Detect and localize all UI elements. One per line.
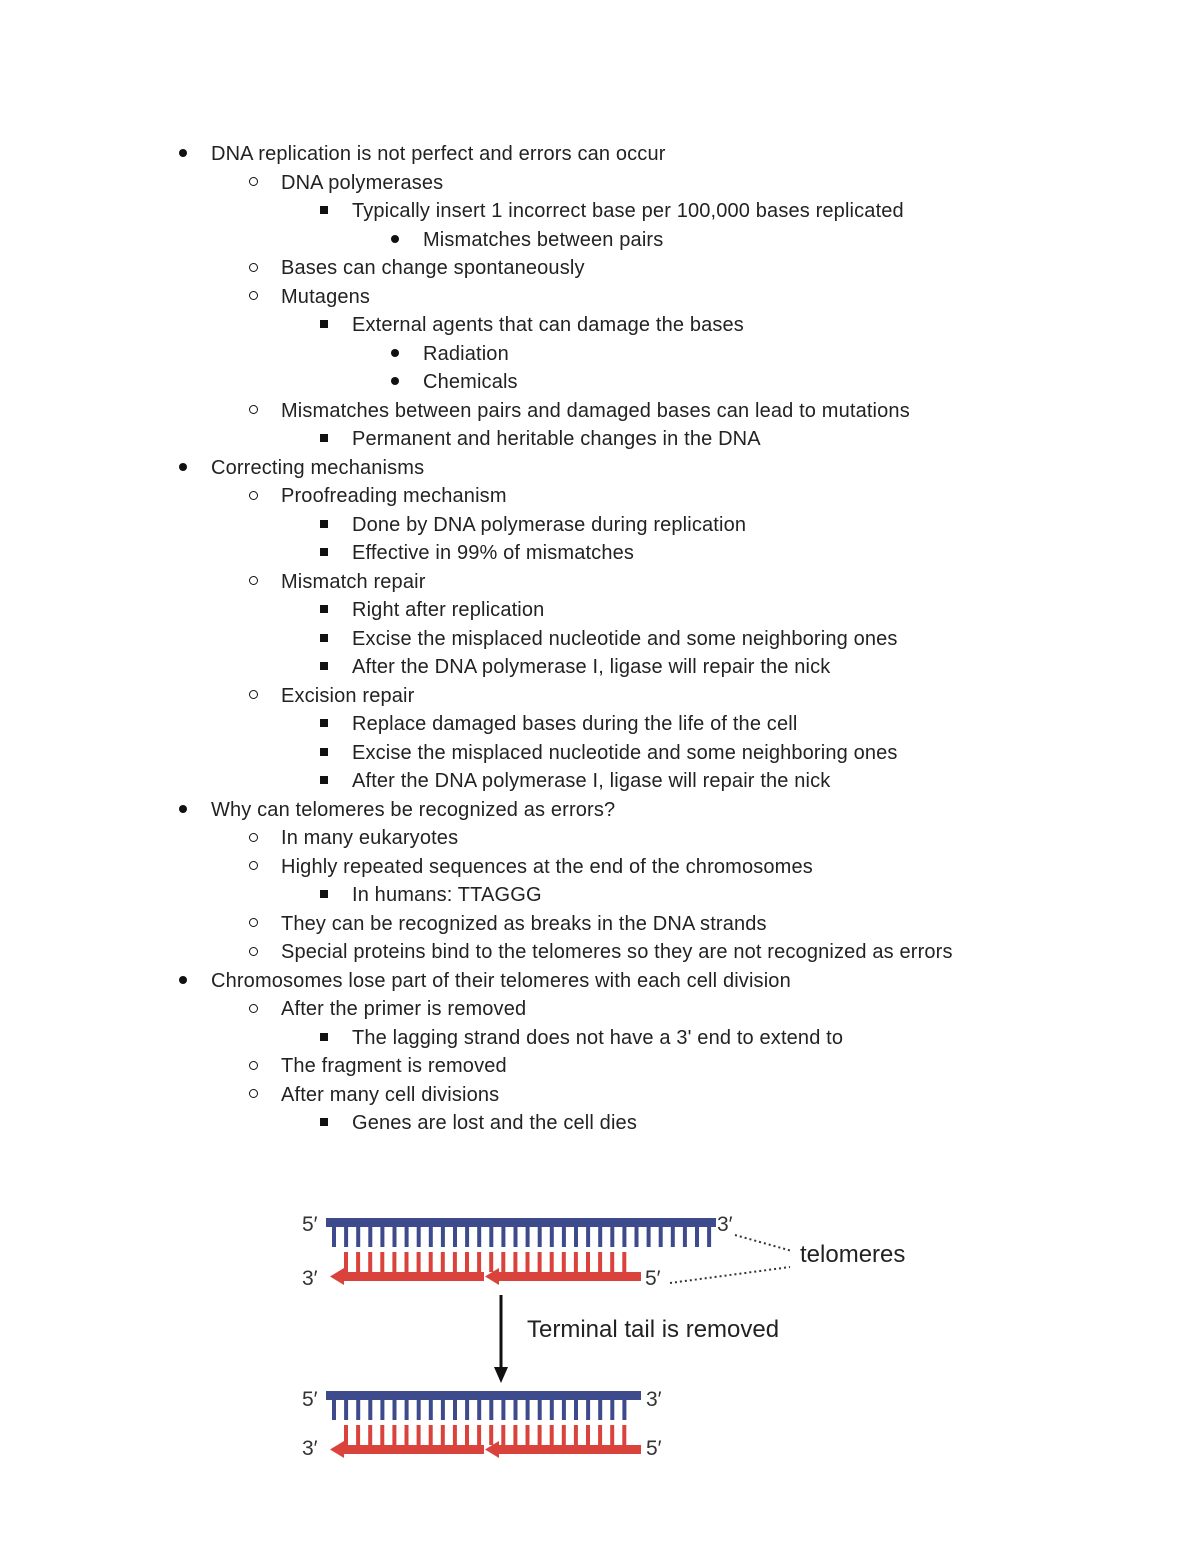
bottom-strand-base bbox=[380, 1252, 384, 1272]
label-top-3prime-lower: 3′ bbox=[302, 1267, 318, 1290]
top-strand-base bbox=[477, 1400, 481, 1420]
bottom-strand-base bbox=[586, 1425, 590, 1445]
top-strand-base bbox=[707, 1227, 711, 1247]
bottom-strand-base bbox=[538, 1425, 542, 1445]
bottom-strand-base bbox=[526, 1425, 530, 1445]
outline-item-level-1: Why can telomeres be recognized as errors? bbox=[211, 798, 616, 821]
bullet-marker bbox=[241, 285, 265, 309]
top-strand-base bbox=[489, 1400, 493, 1420]
bottom-strand-base bbox=[562, 1252, 566, 1272]
outline-item-level-3: After the DNA polymerase I, ligase will repair the nick bbox=[352, 656, 831, 678]
telomere-diagram bbox=[280, 1195, 960, 1485]
top-strand-base bbox=[598, 1227, 602, 1247]
outline-item-level-2: Mutagens bbox=[281, 285, 371, 308]
bullet-marker bbox=[171, 456, 195, 480]
top-strand-base bbox=[501, 1227, 505, 1247]
top-strand-base bbox=[610, 1400, 614, 1420]
top-strand-base bbox=[635, 1227, 639, 1247]
dna-after bbox=[326, 1391, 641, 1458]
bullet-marker bbox=[383, 228, 407, 252]
bullet-marker bbox=[241, 684, 265, 708]
bottom-strand-base bbox=[417, 1252, 421, 1272]
top-strand-base bbox=[417, 1227, 421, 1247]
bullet-marker bbox=[171, 798, 195, 822]
bullet-marker bbox=[312, 883, 336, 907]
top-strand-base bbox=[574, 1227, 578, 1247]
bottom-strand-base bbox=[441, 1252, 445, 1272]
top-strand-base bbox=[344, 1400, 348, 1420]
outline-item-level-3: Effective in 99% of mismatches bbox=[352, 542, 635, 564]
outline-item-level-2: The fragment is removed bbox=[281, 1055, 507, 1077]
bottom-strand-base bbox=[453, 1425, 457, 1445]
top-strand-base bbox=[695, 1227, 699, 1247]
outline-item-level-3: Genes are lost and the cell dies bbox=[352, 1112, 637, 1134]
top-strand-base bbox=[514, 1400, 518, 1420]
bottom-strand-base bbox=[622, 1425, 626, 1445]
outline-item-level-4: Radiation bbox=[423, 342, 509, 365]
top-strand-base bbox=[465, 1227, 469, 1247]
top-strand-base bbox=[526, 1227, 530, 1247]
outline-item-level-2: Excision repair bbox=[281, 684, 415, 707]
bottom-strand-base bbox=[405, 1252, 409, 1272]
outline-item-level-3: Excise the misplaced nucleotide and some neighboring ones bbox=[352, 741, 898, 764]
top-strand-base bbox=[429, 1227, 433, 1247]
bottom-strand-base bbox=[477, 1425, 481, 1445]
top-strand-base bbox=[429, 1400, 433, 1420]
outline-item-level-3: Permanent and heritable changes in the DNA bbox=[352, 428, 761, 450]
bottom-strand-base bbox=[489, 1252, 493, 1272]
outline-item-level-1: DNA replication is not perfect and errors can occur bbox=[211, 143, 666, 165]
top-strand-backbone bbox=[326, 1391, 641, 1400]
bottom-strand-base bbox=[538, 1252, 542, 1272]
top-strand-base bbox=[453, 1227, 457, 1247]
top-strand-base bbox=[489, 1227, 493, 1247]
bullet-marker bbox=[312, 627, 336, 651]
bullet-marker bbox=[171, 142, 195, 166]
top-strand-base bbox=[368, 1227, 372, 1247]
outline-item-level-2: DNA polymerases bbox=[281, 171, 444, 194]
label-top-5prime-upper: 5′ bbox=[302, 1213, 318, 1236]
outline-item-level-2: Proofreading mechanism bbox=[281, 485, 507, 507]
top-strand-base bbox=[344, 1227, 348, 1247]
bullet-marker bbox=[312, 1111, 336, 1135]
bottom-strand-base bbox=[610, 1252, 614, 1272]
top-strand-base bbox=[610, 1227, 614, 1247]
fragment-1-backbone bbox=[342, 1445, 484, 1454]
bullet-marker bbox=[312, 541, 336, 565]
bottom-strand-base bbox=[489, 1425, 493, 1445]
bullet-marker bbox=[383, 342, 407, 366]
bottom-strand-base bbox=[368, 1252, 372, 1272]
bottom-strand-base bbox=[610, 1425, 614, 1445]
bottom-strand-base bbox=[441, 1425, 445, 1445]
process-arrow-head bbox=[494, 1367, 508, 1383]
top-strand-base bbox=[586, 1227, 590, 1247]
bottom-strand-base bbox=[550, 1252, 554, 1272]
top-strand-base bbox=[622, 1400, 626, 1420]
top-strand-base bbox=[405, 1400, 409, 1420]
outline-item-level-2: After many cell divisions bbox=[281, 1083, 500, 1106]
top-strand-base bbox=[550, 1227, 554, 1247]
label-bottom-5prime-lower: 5′ bbox=[646, 1437, 662, 1460]
top-strand-base bbox=[380, 1227, 384, 1247]
bottom-strand-base bbox=[465, 1425, 469, 1445]
top-strand-base bbox=[538, 1400, 542, 1420]
top-strand-base bbox=[453, 1400, 457, 1420]
top-strand-base bbox=[465, 1400, 469, 1420]
outline-item-level-2: Mismatch repair bbox=[281, 570, 426, 593]
bullet-marker bbox=[241, 826, 265, 850]
bottom-strand-base bbox=[356, 1425, 360, 1445]
bullet-marker bbox=[241, 855, 265, 879]
bullet-marker bbox=[312, 313, 336, 337]
outline-item-level-3: In humans: TTAGGG bbox=[352, 884, 542, 906]
bullet-marker bbox=[241, 171, 265, 195]
bullet-marker bbox=[241, 256, 265, 280]
outline-item-level-2: Mismatches between pairs and damaged bases can lead to mutations bbox=[281, 399, 910, 422]
bullet-marker bbox=[312, 741, 336, 765]
top-strand-base bbox=[393, 1400, 397, 1420]
telomere-pointer-lower bbox=[670, 1267, 790, 1283]
outline-item-level-3: External agents that can damage the bases bbox=[352, 314, 744, 336]
bullet-marker bbox=[241, 940, 265, 964]
fragment-1-arrowhead bbox=[330, 1441, 344, 1458]
outline-item-level-3: Right after replication bbox=[352, 599, 545, 621]
bottom-strand-base bbox=[344, 1425, 348, 1445]
top-strand-base bbox=[356, 1227, 360, 1247]
top-strand-base bbox=[405, 1227, 409, 1247]
bottom-strand-base bbox=[513, 1252, 517, 1272]
outline-item-level-2: In many eukaryotes bbox=[281, 827, 459, 849]
bullet-marker bbox=[241, 1083, 265, 1107]
label-bottom-3prime-lower: 3′ bbox=[302, 1437, 318, 1460]
bottom-strand-base bbox=[405, 1425, 409, 1445]
telomere-pointer-upper bbox=[735, 1235, 792, 1251]
bottom-strand-base bbox=[598, 1425, 602, 1445]
fragment-2-backbone bbox=[496, 1445, 641, 1454]
top-strand-backbone bbox=[326, 1218, 716, 1227]
bottom-strand-base bbox=[465, 1252, 469, 1272]
bullet-marker bbox=[312, 655, 336, 679]
top-strand-base bbox=[526, 1400, 530, 1420]
bullet-marker bbox=[312, 769, 336, 793]
top-strand-base bbox=[659, 1227, 663, 1247]
outline-item-level-1: Correcting mechanisms bbox=[211, 456, 425, 479]
label-top-5prime-lower: 5′ bbox=[645, 1267, 661, 1290]
bottom-strand-base bbox=[392, 1425, 396, 1445]
bottom-strand-base bbox=[526, 1252, 530, 1272]
bullet-marker bbox=[171, 969, 195, 993]
bottom-strand-base bbox=[429, 1252, 433, 1272]
top-strand-base bbox=[562, 1227, 566, 1247]
bullet-marker bbox=[241, 1054, 265, 1078]
fragment-1-backbone bbox=[342, 1272, 484, 1281]
top-strand-base bbox=[441, 1400, 445, 1420]
bullet-marker bbox=[312, 712, 336, 736]
outline-item-level-4: Chemicals bbox=[423, 371, 518, 393]
bottom-strand-base bbox=[622, 1252, 626, 1272]
outline-item-level-2: After the primer is removed bbox=[281, 998, 527, 1020]
step-label: Terminal tail is removed bbox=[527, 1316, 780, 1343]
top-strand-base bbox=[501, 1400, 505, 1420]
top-strand-base bbox=[550, 1400, 554, 1420]
outline-item-level-3: Excise the misplaced nucleotide and some neighboring ones bbox=[352, 627, 898, 650]
bottom-strand-base bbox=[417, 1425, 421, 1445]
top-strand-base bbox=[586, 1400, 590, 1420]
bullet-marker bbox=[312, 598, 336, 622]
bottom-strand-base bbox=[562, 1425, 566, 1445]
top-strand-base bbox=[671, 1227, 675, 1247]
top-strand-base bbox=[514, 1227, 518, 1247]
outline-item-level-2: Bases can change spontaneously bbox=[281, 257, 585, 279]
top-strand-base bbox=[538, 1227, 542, 1247]
outline-item-level-3: Typically insert 1 incorrect base per 100,000 bases replicated bbox=[352, 200, 904, 222]
top-strand-base bbox=[647, 1227, 651, 1247]
bottom-strand-base bbox=[380, 1425, 384, 1445]
top-strand-base bbox=[332, 1400, 336, 1420]
bottom-strand-base bbox=[598, 1252, 602, 1272]
bottom-strand-base bbox=[368, 1425, 372, 1445]
outline-item-level-2: Special proteins bind to the telomeres so they are not recognized as errors bbox=[281, 941, 953, 963]
top-strand-base bbox=[562, 1400, 566, 1420]
top-strand-base bbox=[356, 1400, 360, 1420]
outline-item-level-3: Replace damaged bases during the life of the cell bbox=[352, 713, 798, 735]
top-strand-base bbox=[683, 1227, 687, 1247]
bottom-strand-base bbox=[453, 1252, 457, 1272]
outline-item-level-2: Highly repeated sequences at the end of the chromosomes bbox=[281, 855, 813, 878]
label-bottom-3prime-upper: 3′ bbox=[646, 1388, 662, 1411]
bullet-marker bbox=[312, 427, 336, 451]
bottom-strand-base bbox=[356, 1252, 360, 1272]
bottom-strand-base bbox=[501, 1252, 505, 1272]
bottom-strand-base bbox=[344, 1252, 348, 1272]
bottom-strand-base bbox=[429, 1425, 433, 1445]
fragment-1-arrowhead bbox=[330, 1268, 344, 1285]
top-strand-base bbox=[598, 1400, 602, 1420]
top-strand-base bbox=[393, 1227, 397, 1247]
bottom-strand-base bbox=[513, 1425, 517, 1445]
telomeres-label: telomeres bbox=[800, 1241, 906, 1268]
bullet-marker bbox=[241, 484, 265, 508]
outline-item-level-3: The lagging strand does not have a 3' end to extend to bbox=[352, 1026, 844, 1049]
bottom-strand-base bbox=[477, 1252, 481, 1272]
bottom-strand-base bbox=[574, 1252, 578, 1272]
top-strand-base bbox=[574, 1400, 578, 1420]
bullet-marker bbox=[312, 1026, 336, 1050]
outline-item-level-3: Done by DNA polymerase during replication bbox=[352, 513, 747, 536]
bottom-strand-base bbox=[550, 1425, 554, 1445]
label-top-3prime-upper: 3′ bbox=[717, 1213, 733, 1236]
top-strand-base bbox=[380, 1400, 384, 1420]
bottom-strand-base bbox=[586, 1252, 590, 1272]
bottom-strand-base bbox=[392, 1252, 396, 1272]
top-strand-base bbox=[368, 1400, 372, 1420]
bullet-marker bbox=[312, 513, 336, 537]
outline-item-level-1: Chromosomes lose part of their telomeres with each cell division bbox=[211, 969, 791, 992]
outline-item-level-2: They can be recognized as breaks in the DNA strands bbox=[281, 912, 767, 935]
bullet-marker bbox=[383, 370, 407, 394]
label-bottom-5prime-upper: 5′ bbox=[302, 1388, 318, 1411]
bottom-strand-base bbox=[574, 1425, 578, 1445]
outline-item-level-4: Mismatches between pairs bbox=[423, 228, 664, 251]
top-strand-base bbox=[477, 1227, 481, 1247]
outline-item-level-3: After the DNA polymerase I, ligase will repair the nick bbox=[352, 770, 831, 792]
bullet-marker bbox=[241, 997, 265, 1021]
bullet-marker bbox=[241, 570, 265, 594]
bullet-marker bbox=[241, 912, 265, 936]
bottom-strand-base bbox=[501, 1425, 505, 1445]
top-strand-base bbox=[417, 1400, 421, 1420]
top-strand-base bbox=[441, 1227, 445, 1247]
fragment-2-backbone bbox=[496, 1272, 641, 1281]
top-strand-base bbox=[332, 1227, 336, 1247]
top-strand-base bbox=[622, 1227, 626, 1247]
bullet-marker bbox=[312, 199, 336, 223]
bullet-marker bbox=[241, 399, 265, 423]
